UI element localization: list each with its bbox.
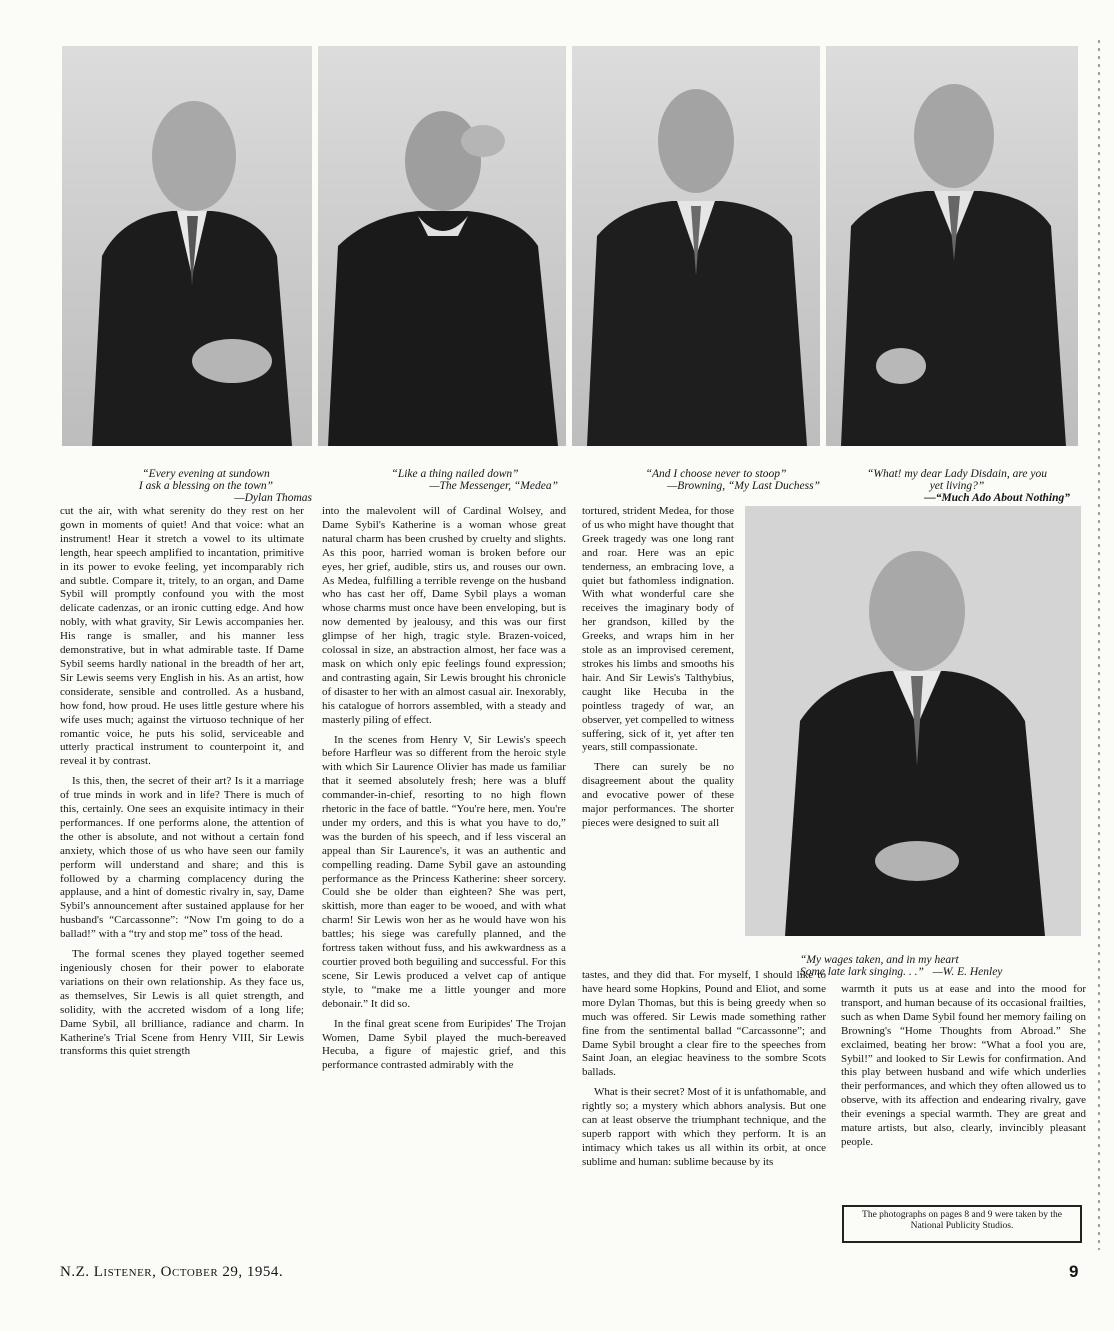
publication-footer: N.Z. Listener, October 29, 1954. <box>60 1264 284 1280</box>
paragraph: In the final great scene from Euripides' The Trojan Women, Dame Sybil played the much-bereaved Hecuba, a figure of majestic grief, and this performance contrasted admirably with the <box>322 1017 566 1072</box>
paragraph: tastes, and they did that. For myself, I should like to have heard some Hopkins, Pound and Eliot, and some more Dylan Thomas, but this is being greedy when so much was offered. Sir Lewis made something rather fine from the sentimental ballad “Carcassonne”; and Dame Sybil brought a clear fire to the speeches from Saint Joan, an elegiac heaviness to the sombre Scots ballads. <box>582 969 826 1079</box>
paragraph: Is this, then, the secret of their art? Is it a marriage of true minds in work and in life? There is much of this, certainly. One sees an exquisite intimacy in their performances. If one performs alone, the attention of the other is absolute, and not without a certain fond anxiety, which those of us who have seen our family perform will understand and share; and this is followed by a charming complacency during the applause, and a hint of domestic rivalry in, say, Dame Sybil's announcement after sustained applause for her husband's “Carcassonne”: “Now I'm going to do a ballad!” with a “try and stop me” toss of the head. <box>60 775 304 941</box>
article-column-3-bottom <box>582 969 826 1176</box>
caption-dylan-thomas: “Every evening at sundown I ask a blessing on the town” —Dylan Thomas <box>138 468 312 504</box>
paragraph: warmth it puts us at ease and into the mood for transport, and human because of its occasional frailties, such as when Dame Sybil found her memory failing on Browning's “Home Thoughts from Abroad.” She exclaimed, beating her brow: “What a fool you are, Sybil!” and looked to Sir Lewis for confirmation. And this play between husband and wife which underlies their performances, and which they often allowed us to observe, with its affection and endearing rivalry, gave their evenings a special warmth. They are great and mature artists, but also, clearly, invincibly pleasant people. <box>841 983 1086 1148</box>
paragraph: What is their secret? Most of it is unfathomable, and rightly so; a mystery which abhors analysis. But one can at least observe the triumphant technique, and the superb rapport with which they perform. It is an intimacy which takes us all within its orbit, at once sublime and human: sublime because by its <box>582 1086 826 1168</box>
photo-browning-pose <box>572 46 820 446</box>
article-column-2 <box>322 505 566 1079</box>
photo-credit-box: The photographs on pages 8 and 9 were taken by the National Publicity Studios. <box>842 1205 1082 1243</box>
article-column-3-top <box>582 505 734 837</box>
paragraph: In the scenes from Henry V, Sir Lewis's speech before Harfleur was so different from the heroic style with which Sir Laurence Olivier has made us familiar that it seemed absolutely fresh; here was a bluff commander-in-chief, resorting to no high flown rhetoric in the face of battle. “You're here, men. You're under my orders, and this is what you have to do,” was the burden of his speech, and if less visceral an appeal than Sir Laurence's, it was an authentic and compelling reading. Dame Sybil gave an astounding performance as the Princess Katherine: sheer sorcery. Could she be older than eighteen? She was pert, skittish, more than eager to be wooed, and with what charm! Sir Lewis won her as he would have won his battles; his siege was carefully planned, and the fortress taken without fuss, and his awkwardness as a courtier proved both beguiling and successful. For this scene, Sir Lewis produced a velvet cap of antique style, to “make me a little younger and more debonair.” It did so. <box>322 733 566 1010</box>
photo-henley-pose <box>745 506 1081 936</box>
page-number: 9 <box>1069 1262 1079 1281</box>
margin-rule <box>1098 40 1100 1250</box>
photo-medea-messenger-pose <box>318 46 566 446</box>
paragraph: tortured, strident Medea, for those of us who might have thought that Greek tragedy was one long rant and roar. Here was an epic tenderness, an embracing love, a quiet but fathomless indignation. With what wonderful care she receives the imaginary body of her grandson, killed by the Greeks, and wraps him in her stole as an improvised cerement, strokes his limbs and smooths his hair. And Sir Lewis's Talthybius, caught like Hecuba in the pointless tragedy of war, an observer, yet compelled to witness suffering, sick of it, yet after ten years, still compassionate. <box>582 505 734 754</box>
caption-medea: “Like a thing nailed down” —The Messenger, “Medea” <box>391 468 558 492</box>
paragraph: There can surely be no disagreement about the quality and evocative power of these major performances. The shorter pieces were designed to suit all <box>582 761 734 829</box>
caption-browning: “And I choose never to stoop” —Browning, “My Last Duchess” <box>645 468 820 492</box>
paragraph: cut the air, with what serenity do they rest on her gown in moments of quiet! And that voice: what an instrument! Hear it stretch a vowel to its ultimate length, hear speech amplified to incantation, primitive in its power to evoke feeling, yet incomparably rich and subtle. Compare it, tritely, to an organ, and Dame Sybil will promptly confound you with the most delicate cadenzas, or an ironic cutting edge. And how nobly, with what gravity, Sir Lewis accompanies her. His range is smaller, and his manner less demonstrative, but in what admirable taste. If Dame Sybil seems hardly national in the breadth of her art, Sir Lewis seems very English in his. As an artist, how considerate, sensible and controlled. As a husband, how fond, how proud. He uses little gesture where his wife uses much; against the virtuoso technique of her romantic voice, he puts his solid, serviceable and utterly practical instrument to counterpoint it, and reveal it by contrast. <box>60 505 304 768</box>
photo-much-ado-pose <box>826 46 1078 446</box>
article-column-1 <box>60 505 304 1065</box>
article-column-4 <box>841 983 1086 1150</box>
paragraph: into the malevolent will of Cardinal Wolsey, and Dame Sybil's Katherine is a woman whose great natural charm has been crushed by cruelty and slights. As this poor, harried woman is broken before our eyes, her grief, audible, stirs us, and rouses our own. As Medea, fulfilling a terrible revenge on the husband who has cast her off, Dame Sybil plays a woman whose charms must once have been enveloping, but is now demented by jealousy, and this was our first glimpse of her high, tragic style. Brazen-voiced, colossal in size, an abstraction almost, her face was a mask on which only epic feelings found expression; and contrasting again, Sir Lewis brought his chronicle of disaster to her with an almost casual air. Inexorably, his catalogue of horrors assembled, with a steady and masterly piling of effect. <box>322 505 566 726</box>
paragraph: The formal scenes they played together seemed ingeniously chosen for their power to elaborate variations on their own relationship. As they face us, as themselves, Sir Lewis is all quiet strength, and solidity, with the accreted wisdom of a long life; Dame Sybil, all brilliance, radiance and charm. In Katherine's Trial Scene from Henry VIII, Sir Lewis transforms this quiet strength <box>60 948 304 1058</box>
photo-dylan-thomas-pose <box>62 46 312 446</box>
caption-much-ado: “What! my dear Lady Disdain, are you yet living?” —“Much Ado About Nothing” <box>866 468 1070 504</box>
caption-henley: “My wages taken, and in my heart Some late lark singing. . .” —W. E. Henley <box>800 954 1003 978</box>
